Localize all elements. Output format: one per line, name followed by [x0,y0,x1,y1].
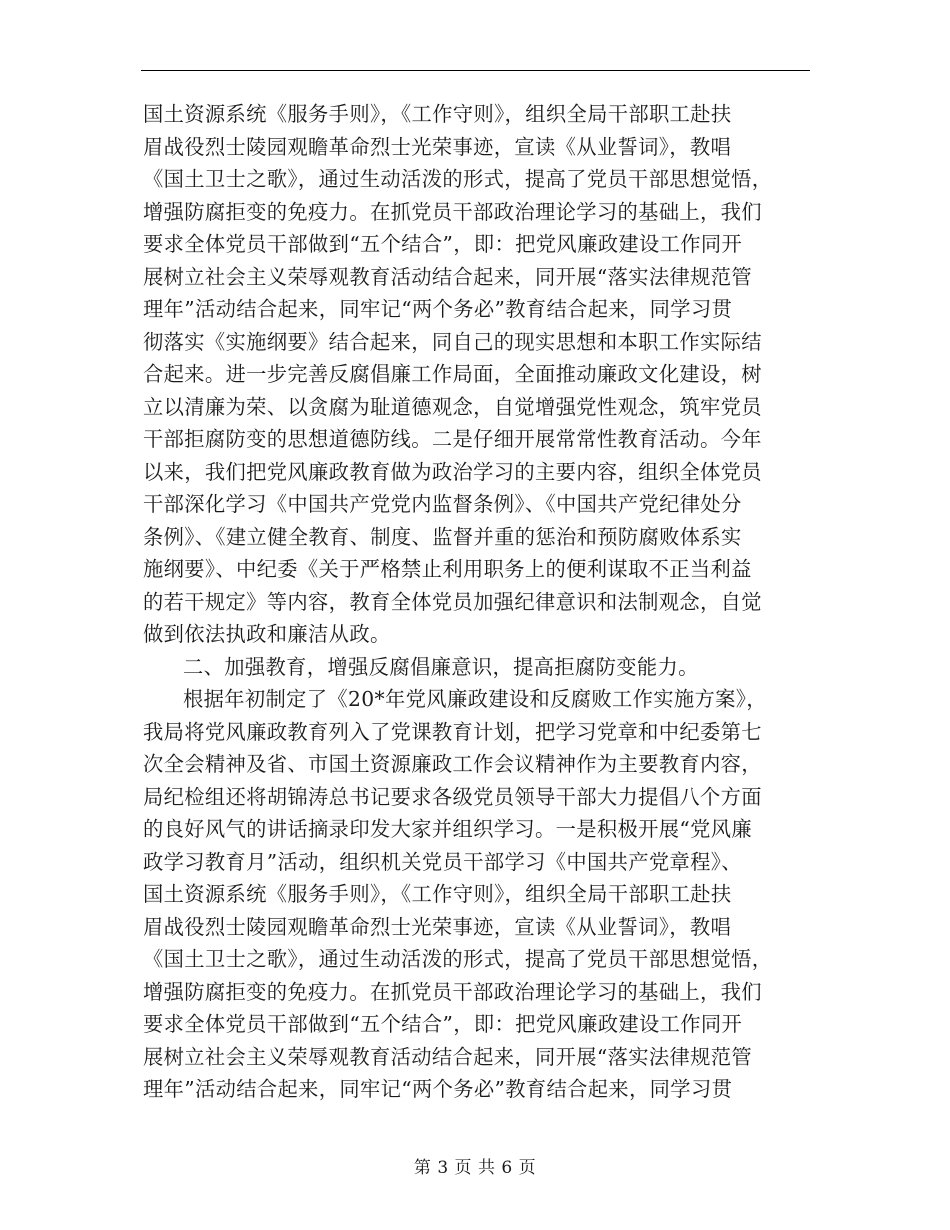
text-line: 《国土卫士之歌》，通过生动活泼的形式，提高了党员干部思想觉悟， [143,167,773,191]
section-heading: 二、加强教育，增强反腐倡廉意识，提高拒腐防变能力。 [183,654,699,679]
text-line: 国土资源系统《服务手则》，《工作守则》，组织全局干部职工赴扶 [143,882,732,906]
text-line: 施纲要》、中纪委《关于严格禁止利用职务上的便利谋取不正当利益 [143,557,752,581]
header-rule [141,70,810,71]
text-line: 要求全体党员干部做到“五个结合”，即：把党风廉政建设工作同开 [143,232,743,256]
text-line: 根据年初制定了《20*年党风廉政建设和反腐败工作实施方案》， [183,687,767,711]
text-line: 以来，我们把党风廉政教育做为政治学习的主要内容，组织全体党员 [143,459,762,484]
text-line: 次全会精神及省、市国土资源廉政工作会议精神作为主要教育内容， [143,752,762,776]
text-line: 展树立社会主义荣辱观教育活动结合起来，同开展“落实法律规范管 [143,1044,753,1069]
text-line: 我局将党风廉政教育列入了党课教育计划，把学习党章和中纪委第七 [143,719,762,744]
text-line: 增强防腐拒变的免疫力。在抓党员干部政治理论学习的基础上，我们 [143,199,762,224]
text-line: 的良好风气的讲话摘录印发大家并组织学习。一是积极开展“党风廉 [143,817,753,841]
text-line: 立以清廉为荣、以贪腐为耻道德观念，自觉增强党性观念，筑牢党员 [143,394,762,419]
text-line: 眉战役烈士陵园观瞻革命烈士光荣事迹，宣读《从业誓词》，教唱 [143,134,732,159]
text-line: 的若干规定》等内容，教育全体党员加强纪律意识和法制观念，自觉 [143,589,762,614]
text-line: 要求全体党员干部做到“五个结合”，即：把党风廉政建设工作同开 [143,1012,743,1036]
text-line: 理年”活动结合起来，同牢记“两个务必”教育结合起来，同学习贯 [143,1077,733,1101]
page-footer: 第 3 页 共 6 页 [413,1158,537,1178]
text-line: 做到依法执政和廉洁从政。 [143,622,391,646]
text-line: 增强防腐拒变的免疫力。在抓党员干部政治理论学习的基础上，我们 [143,979,762,1004]
text-line: 展树立社会主义荣辱观教育活动结合起来，同开展“落实法律规范管 [143,264,753,289]
text-line: 合起来。进一步完善反腐倡廉工作局面，全面推动廉政文化建设，树 [143,362,762,386]
text-line: 条例》、《建立健全教育、制度、监督并重的惩治和预防腐败体系实 [143,524,742,549]
text-line: 局纪检组还将胡锦涛总书记要求各级党员领导干部大力提倡八个方面 [143,784,762,809]
text-line: 理年”活动结合起来，同牢记“两个务必”教育结合起来，同学习贯 [143,297,733,321]
text-line: 国土资源系统《服务手则》，《工作守则》，组织全局干部职工赴扶 [143,102,732,126]
text-line: 《国土卫士之歌》，通过生动活泼的形式，提高了党员干部思想觉悟， [143,947,773,971]
text-line: 眉战役烈士陵园观瞻革命烈士光荣事迹，宣读《从业誓词》，教唱 [143,914,732,939]
text-line: 干部深化学习《中国共产党党内监督条例》、《中国共产党纪律处分 [143,492,742,516]
text-line: 政学习教育月”活动，组织机关党员干部学习《中国共产党章程》、 [143,849,742,874]
body-text [143,98,811,1106]
text-line: 干部拒腐防变的思想道德防线。二是仔细开展常常性教育活动。今年 [143,427,762,451]
text-line: 彻落实《实施纲要》结合起来，同自己的现实思想和本职工作实际结 [143,329,762,354]
